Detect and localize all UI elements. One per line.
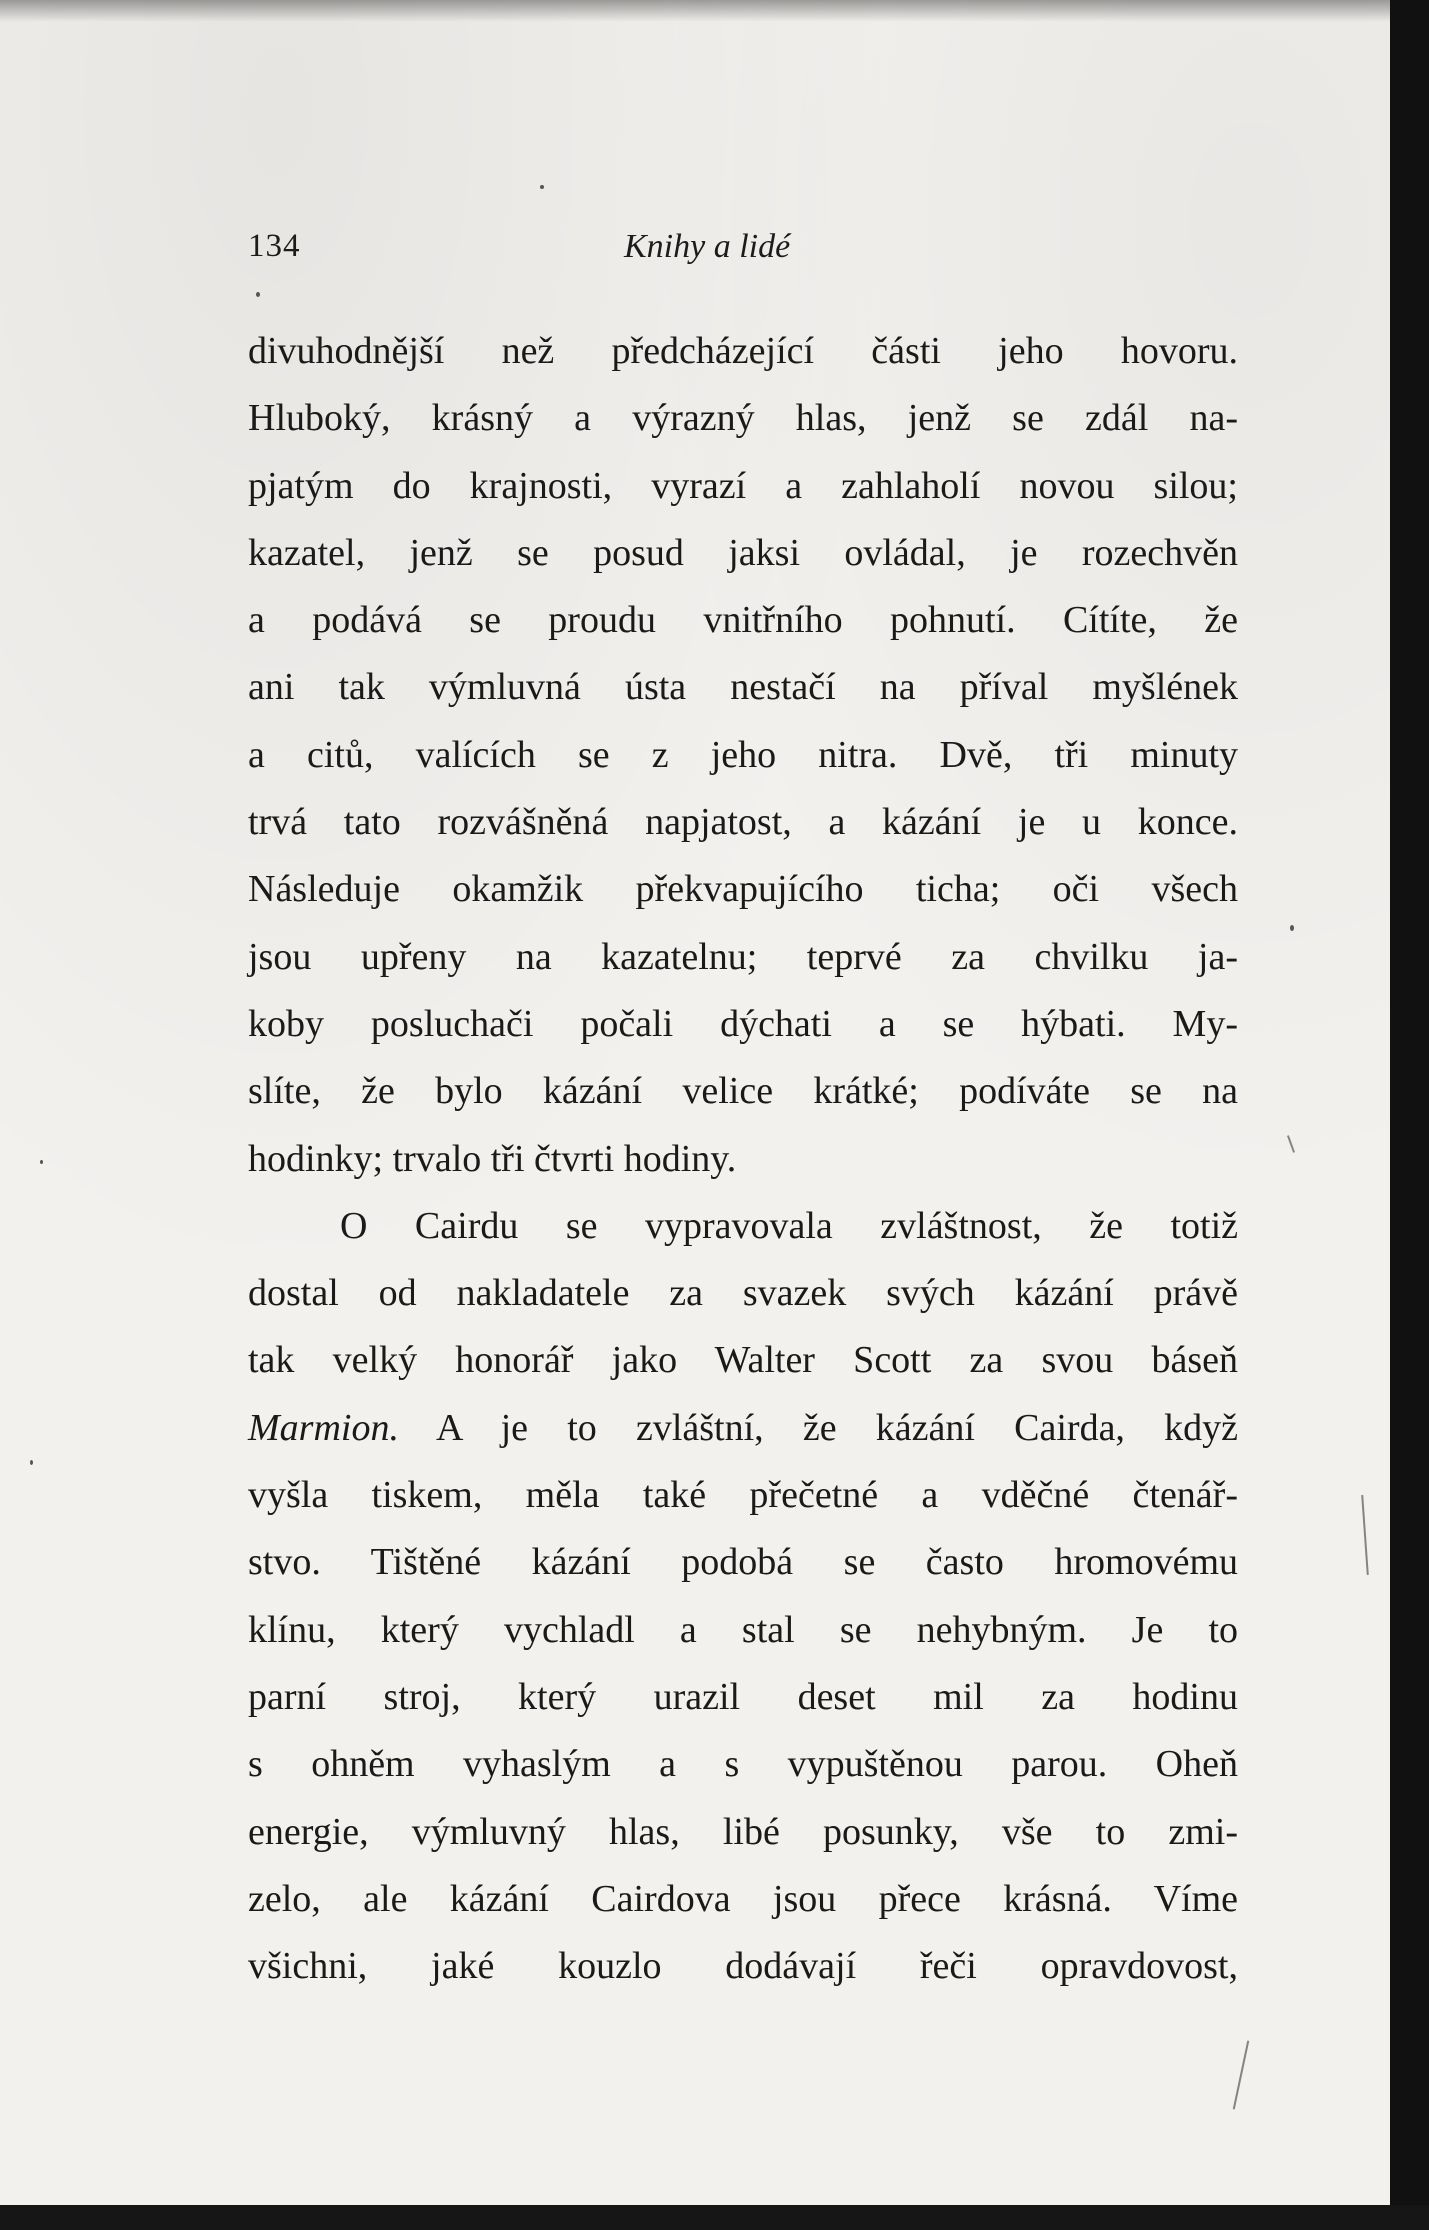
text-line: a podává se proudu vnitřního pohnutí. Cítíte, že [248, 599, 1238, 642]
text-line: energie, výmluvný hlas, libé posunky, vše to zmi- [248, 1810, 1238, 1853]
text-line: ani tak výmluvná ústa nestačí na příval myšlének [248, 666, 1238, 709]
paragraph-1 [248, 318, 1238, 1193]
text-line: zelo, ale kázání Cairdova jsou přece krásná. Víme [248, 1877, 1238, 1920]
text-line: klínu, který vychladl a stal se nehybným. Je to [248, 1608, 1238, 1651]
text-line: stvo. Tištěné kázání podobá se často hromovému [248, 1541, 1238, 1584]
scan-scratch [1233, 2041, 1250, 2110]
scan-border-bottom [0, 2205, 1429, 2230]
text-line: trvá tato rozvášněná napjatost, a kázání je u konce. [248, 801, 1238, 844]
scan-speck [40, 1160, 43, 1164]
scan-speck [30, 1460, 33, 1465]
scan-speck [256, 292, 260, 297]
text-line: divuhodnější než předcházející části jeho hovoru. [248, 330, 1238, 372]
italic-title: Marmion. [248, 1406, 399, 1449]
text-line: koby posluchači počali dýchati a se hýbati. My- [248, 1002, 1238, 1045]
text-line: s ohněm vyhaslým a s vypuštěnou parou. Oheň [248, 1743, 1238, 1786]
text-line: Následuje okamžik překvapujícího ticha; oči všech [248, 868, 1238, 911]
text-line: všichni, jaké kouzlo dodávají řeči opravdovost, [248, 1945, 1238, 1988]
text-line: dostal od nakladatele za svazek svých kázání právě [248, 1272, 1238, 1315]
page-header [248, 228, 1238, 278]
scan-speck [540, 185, 544, 189]
page-top-shadow [0, 0, 1390, 22]
running-title: Knihy a lidé [624, 228, 791, 265]
text-line: vyšla tiskem, měla také přečetné a vděčné čtenář- [248, 1474, 1238, 1517]
page-number: 134 [248, 228, 301, 264]
text-line: pjatým do krajnosti, vyrazí a zahlaholí novou silou; [248, 464, 1238, 507]
paragraph-2 [248, 1193, 1238, 2001]
text-line: O Cairdu se vypravovala zvláštnost, že totiž [340, 1204, 1238, 1247]
text-line: jsou upřeny na kazatelnu; teprvé za chvilku ja- [248, 935, 1238, 978]
scan-border-right [1390, 0, 1429, 2230]
text-line [248, 1395, 1238, 1462]
body-text [248, 318, 1238, 2000]
scan-scratch [1361, 1495, 1369, 1575]
text-line: slíte, že bylo kázání velice krátké; podíváte se na [248, 1070, 1238, 1113]
text-line: kazatel, jenž se posud jaksi ovládal, je rozechvěn [248, 531, 1238, 574]
text-line: Hluboký, krásný a výrazný hlas, jenž se zdál na- [248, 397, 1238, 440]
text-line: hodinky; trvalo tři čtvrti hodiny. [248, 1137, 737, 1180]
scan-speck [1290, 925, 1294, 931]
text-line: parní stroj, který urazil deset mil za hodinu [248, 1675, 1238, 1718]
text-fragment: A je to zvláštní, že kázání Cairda, když [398, 1406, 1238, 1449]
text-line: tak velký honorář jako Walter Scott za svou báseň [248, 1339, 1238, 1382]
scan-scratch [1287, 1135, 1295, 1153]
text-line: a citů, valících se z jeho nitra. Dvě, tři minuty [248, 733, 1238, 776]
